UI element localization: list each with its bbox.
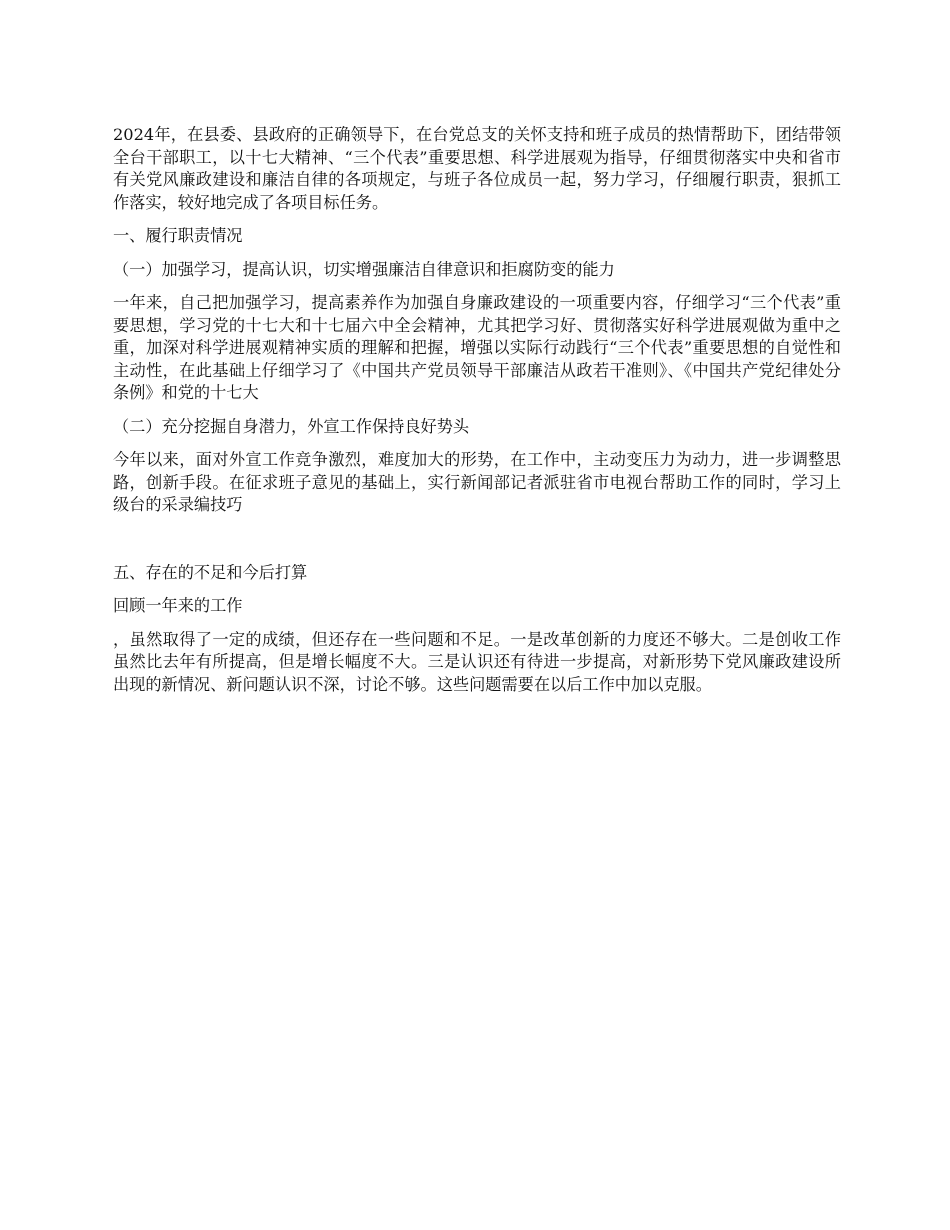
subsection-2-paragraph: 今年以来，面对外宣工作竞争激烈，难度加大的形势，在工作中，主动变压力为动力，进一步调整思路，创新手段。在征求班子意见的基础上，实行新闻部记者派驻省市电视台帮助工作的同时，学习上级台的采录编技巧 bbox=[113, 450, 841, 514]
review-paragraph: ，虽然取得了一定的成绩，但还存在一些问题和不足。一是改革创新的力度还不够大。二是创收工作虽然比去年有所提高，但是增长幅度不大。三是认识还有待进一步提高，对新形势下党风廉政建设所出现的新情况、新问题认识不深，讨论不够。这些问题需要在以后工作中加以克服。 bbox=[113, 629, 841, 694]
document-body bbox=[113, 124, 841, 707]
subsection-2-heading: （二）充分挖掘自身潜力，外宣工作保持良好势头 bbox=[113, 416, 470, 436]
subsection-1-heading: （一）加强学习，提高认识，切实增强廉洁自律意识和拒腐防变的能力 bbox=[113, 259, 615, 279]
subsection-1-paragraph: 一年来，自己把加强学习，提高素养作为加强自身廉政建设的一项重要内容，仔细学习“三个代表”重要思想，学习党的十七大和十七届六中全会精神，尤其把学习好、贯彻落实好科学进展观做为重中之重，加深对科学进展观精神实质的理解和把握，增强以实际行动践行“三个代表”重要思想的自觉性和主动性，在此基础上仔细学习了《中国共产党员领导干部廉洁从政若干准则》、《中国共产党纪律处分条例》和党的十七大 bbox=[113, 293, 841, 402]
review-heading: 回顾一年来的工作 bbox=[113, 596, 243, 615]
section-5-heading: 五、存在的不足和今后打算 bbox=[113, 562, 308, 582]
section-spacer bbox=[113, 528, 841, 562]
section-1-heading: 一、履行职责情况 bbox=[113, 226, 243, 245]
intro-paragraph: 2024年，在县委、县政府的正确领导下，在台党总支的关怀支持和班子成员的热情帮助下，团结带领全台干部职工，以十七大精神、“三个代表”重要思想、科学进展观为指导，仔细贯彻落实中央和省市有关党风廉政建设和廉洁自律的各项规定，与班子各位成员一起，努力学习，仔细履行职责，狠抓工作落实，较好地完成了各项目标任务。 bbox=[113, 125, 841, 212]
